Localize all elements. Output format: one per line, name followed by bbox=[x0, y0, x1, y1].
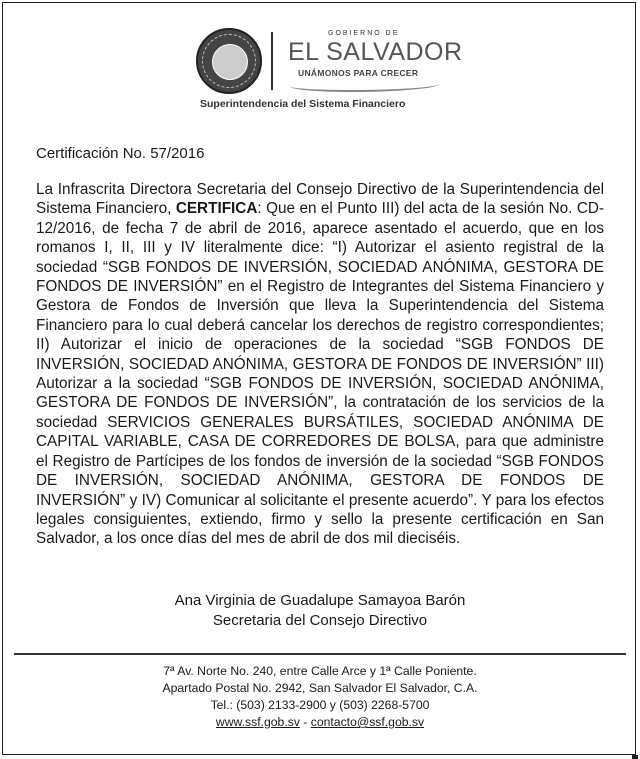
footer-address-1: 7ª Av. Norte No. 240, entre Calle Arce y 1ª Calle Poniente. bbox=[163, 664, 477, 678]
wave-logo-icon bbox=[290, 78, 440, 92]
ssf-seal-icon bbox=[196, 28, 262, 94]
footer-links bbox=[0, 714, 640, 731]
certifica-word: CERTIFICA bbox=[175, 200, 258, 218]
footer-divider bbox=[14, 653, 626, 655]
certificate-title: Certificación No. 57/2016 bbox=[36, 145, 205, 162]
footer-phones: Tel.: (503) 2133-2900 y (503) 2268-5700 bbox=[210, 698, 430, 712]
body-part-2: : Que en el Punto III) del acta de la sesión No. CD-12/2016, de fecha 7 de abril de 2016, aparece asentado el acuerdo, que en los romanos I, II, III y IV literalmente dice: “I) Autorizar el asiento registral de la sociedad “SGB FONDOS DE INVERSIÓN, SOCIEDAD ANÓNIMA, GESTORA DE FONDOS DE INVERSIÓN” en el Registro de Integrantes del Sistema Financiero y Gestora de Fondos de Inversión que lleva la Superintendencia del Sistema Financiero para lo cual deberá cancelar los derechos de registro correspondientes; II) Autorizar el inicio de operaciones de la sociedad “SGB FONDOS DE INVERSIÓN, SOCIEDAD ANÓNIMA, GESTORA DE FONDOS DE INVERSIÓN” III) Autorizar a la sociedad “SGB FONDOS DE INVERSIÓN, SOCIEDAD ANÓNIMA, GESTORA DE FONDOS DE INVERSIÓN”, la contratación de los servicios de la sociedad SERVICIOS GENERALES BURSÁTILES, SOCIEDAD ANÓNIMA DE CAPITAL VARIABLE, CASA DE CORREDORES DE BOLSA, para que administre el Registro de Partícipes de los fondos de inversión de la sociedad “SGB FONDOS DE INVERSIÓN, SOCIEDAD ANÓNIMA, GESTORA DE FONDOS DE INVERSIÓN” y IV) Comunicar al solicitante el presente acuerdo”. Y para los efectos legales consiguientes, extiendo, firmo y sello la presente certificación en San Salvador, a los once días del mes de abril de dos mil dieciséis. bbox=[36, 200, 605, 548]
body-part-1: La Infrascrita Directora Secretaria del Consejo Directivo de la Superintendencia del Sistema Financiero, bbox=[36, 181, 604, 218]
signature-block bbox=[0, 591, 640, 631]
certificate-body bbox=[36, 180, 604, 549]
website-link[interactable]: www.ssf.gob.sv bbox=[215, 715, 300, 729]
letterhead bbox=[0, 0, 640, 120]
footer-address-2: Apartado Postal No. 2942, San Salvador El Salvador, C.A. bbox=[162, 681, 478, 695]
gobierno-label: GOBIERNO DE bbox=[328, 30, 400, 37]
header-divider bbox=[271, 32, 273, 90]
gobierno-name: EL SALVADOR bbox=[288, 38, 463, 66]
signatory-name: Ana Virginia de Guadalupe Samayoa Barón bbox=[174, 592, 466, 609]
signatory-role: Secretaria del Consejo Directivo bbox=[212, 612, 428, 629]
email-link[interactable]: contacto@ssf.gob.sv bbox=[310, 715, 425, 729]
corner-mark bbox=[632, 755, 638, 759]
link-separator: - bbox=[299, 715, 311, 729]
gobierno-slogan: UNÁMONOS PARA CRECER bbox=[298, 68, 419, 78]
footer bbox=[0, 663, 640, 731]
institution-name: Superintendencia del Sistema Financiero bbox=[200, 98, 406, 110]
seal-center bbox=[212, 44, 248, 80]
